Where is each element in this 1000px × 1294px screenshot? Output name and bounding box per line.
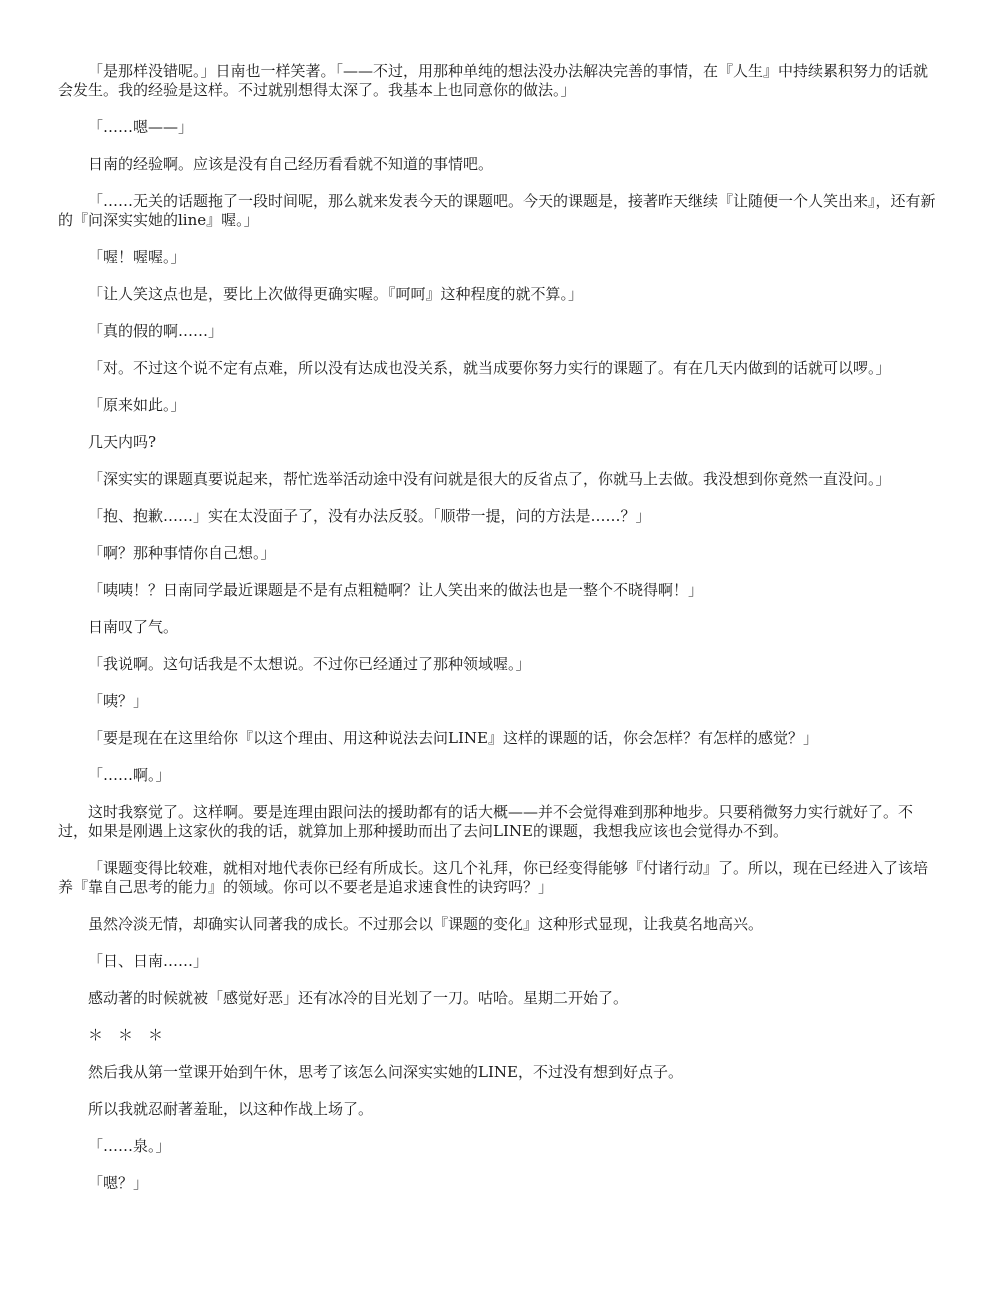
paragraph: 这时我察觉了。这样啊。要是连理由跟问法的援助都有的话大概——并不会觉得难到那种地步。只要稍微努力实行就好了。不过，如果是刚遇上这家伙的我的话，就算加上那种援助而出了去问LINE的课题，我想我应该也会觉得办不到。 [58,803,914,840]
paragraph: 「……嗯——」 [88,118,194,136]
paragraph: 「咦咦！？日南同学最近课题是不是有点粗糙啊？让人笑出来的做法也是一整个不晓得啊！」 [88,581,704,599]
paragraph: 「喔！喔喔。」 [88,248,186,266]
document-body [58,62,942,1211]
paragraph: 「对。不过这个说不定有点难，所以没有达成也没关系，就当成要你努力实行的课题了。有在几天内做到的话就可以啰。」 [88,359,891,377]
paragraph: 「原来如此。」 [88,396,186,414]
paragraph: 「……无关的话题拖了一段时间呢，那么就来发表今天的课题吧。今天的课题是，接著昨天继续『让随便一个人笑出来』，还有新的『问深实实她的line』喔。」 [58,192,936,229]
paragraph: 日南的经验啊。应该是没有自己经历看看就不知道的事情吧。 [88,155,494,173]
paragraph: 「……泉。」 [88,1137,171,1155]
paragraph: 「课题变得比较难，就相对地代表你已经有所成长。这几个礼拜，你已经变得能够『付诸行动』了。所以，现在已经进入了该培养『靠自己思考的能力』的领域。你可以不要老是追求速食性的诀窍吗？」 [58,859,929,896]
paragraph: 感动著的时候就被「感觉好恶」还有冰冷的目光划了一刀。咕哈。星期二开始了。 [88,989,629,1007]
paragraph: 「要是现在在这里给你『以这个理由、用这种说法去问LINE』这样的课题的话，你会怎样？有怎样的感觉？」 [88,729,818,747]
paragraph: 「嗯？」 [88,1174,149,1192]
paragraph: 「深实实的课题真要说起来，帮忙选举活动途中没有问就是很大的反省点了，你就马上去做。我没想到你竟然一直没问。」 [88,470,891,488]
scene-break: ＊ ＊ ＊ [88,1026,164,1044]
paragraph: 虽然冷淡无情，却确实认同著我的成长。不过那会以『课题的变化』这种形式显现，让我莫名地高兴。 [88,915,764,933]
paragraph: 「真的假的啊……」 [88,322,224,340]
paragraph: 「日、日南……」 [88,952,209,970]
paragraph: 所以我就忍耐著羞耻，以这种作战上场了。 [88,1100,374,1118]
paragraph: 「咦？」 [88,692,149,710]
paragraph: 然后我从第一堂课开始到午休，思考了该怎么问深实实她的LINE，不过没有想到好点子。 [88,1063,683,1081]
paragraph: 「……啊。」 [88,766,171,784]
paragraph: 「我说啊。这句话我是不太想说。不过你已经通过了那种领域喔。」 [88,655,531,673]
paragraph: 「啊？那种事情你自己想。」 [88,544,276,562]
paragraph: 日南叹了气。 [88,618,179,636]
paragraph: 「是那样没错呢。」日南也一样笑著。「——不过，用那种单纯的想法没办法解决完善的事情，在『人生』中持续累积努力的话就会发生。我的经验是这样。不过就别想得太深了。我基本上也同意你的做法。」 [58,62,929,99]
paragraph: 「让人笑这点也是，要比上次做得更确实喔。『呵呵』这种程度的就不算。」 [88,285,584,303]
paragraph: 几天内吗? [88,433,157,451]
paragraph: 「抱、抱歉……」实在太没面子了，没有办法反驳。「顺带一提，问的方法是……？」 [88,507,651,525]
